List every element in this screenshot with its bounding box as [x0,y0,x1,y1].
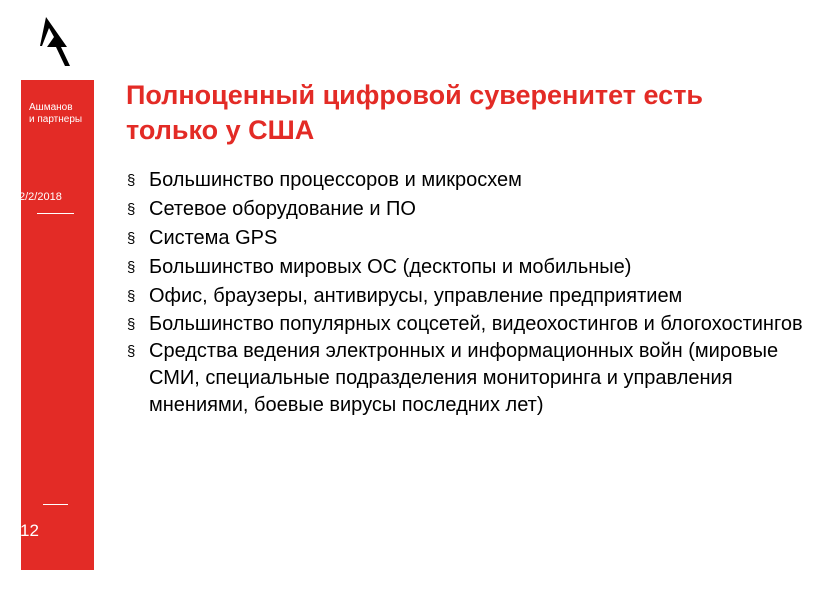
bullet-list [127,166,807,419]
bullet-item-network [127,195,807,224]
slide-title: Полноценный цифровой суверенитет есть только у США [126,80,704,145]
bullet-text: Офис, браузеры, антивирусы, управление предприятием [149,285,683,307]
page-number-divider [43,504,68,505]
bullet-text: Большинство процессоров и микросхем [149,169,522,191]
logo-arrow-graphic [40,16,74,68]
red-sidebar [21,80,94,570]
page-number: 12 [20,521,39,540]
section-bullet-icon: § [127,230,136,247]
bullet-item-gps [127,224,807,253]
slide-date: 2/2/2018 [19,191,62,203]
bullet-item-os [127,253,807,282]
company-name: Ашманов и партнеры [29,102,83,125]
section-bullet-icon: § [127,259,136,276]
bullet-text: Сетевое оборудование и ПО [149,198,416,220]
bullet-item-social [127,311,807,338]
date-divider [37,213,74,214]
section-bullet-icon: § [127,201,136,218]
logo-arrow-shape [40,17,70,66]
section-bullet-icon: § [127,316,136,333]
bullet-text: Средства ведения электронных и информационных войн (мировые СМИ, специальные подразделения мониторинга и управления мнениями, боевые вирусы последних лет) [149,340,779,416]
bullet-text: Большинство мировых ОС (десктопы и мобильные) [149,256,632,278]
bullet-item-processors [127,166,807,195]
bullet-item-info-wars [127,338,807,419]
bullet-item-office [127,282,807,311]
ashmanov-logo-icon [40,16,74,68]
section-bullet-icon: § [127,288,136,305]
section-bullet-icon: § [127,172,136,189]
bullet-text: Система GPS [149,227,278,249]
section-bullet-icon: § [127,343,136,360]
bullet-text: Большинство популярных соцсетей, видеохостингов и блогохостингов [149,313,803,335]
